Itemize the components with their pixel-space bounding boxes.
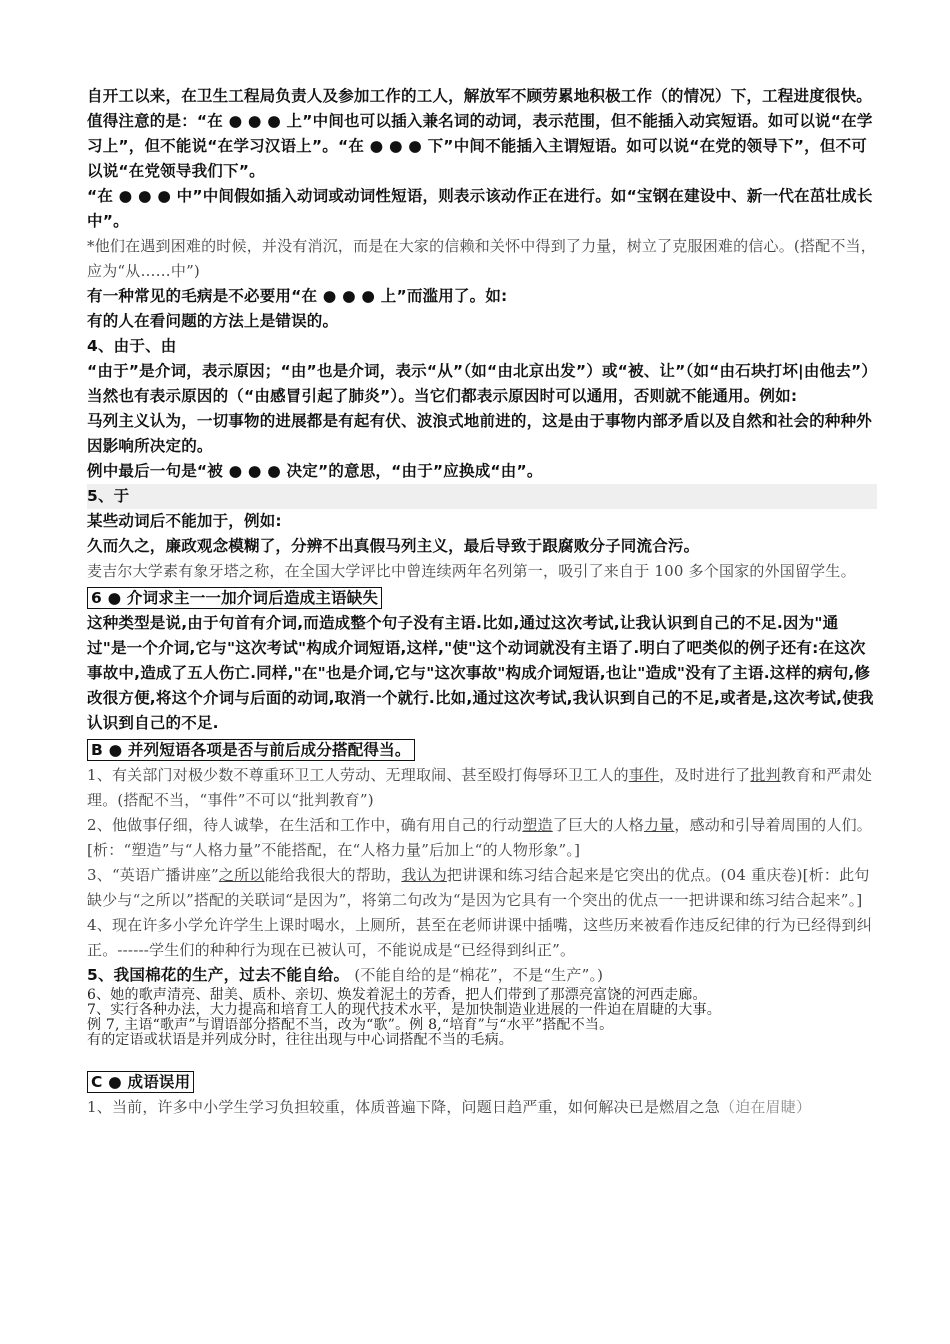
paragraph-missing-subject: 这种类型是说,由于句首有介词,而造成整个句子没有主语.比如,通过这次考试,让我认识到自己的不足.因为"通过"是一个介词,它与"这次考试"构成介词短语,这样,"使"这个动词就没有主语了.明白了吧类似的例子还有:在这次事故中,造成了五人伤亡.同样,"在"也是介词,它与"这次事故"构成介词短语,也让"造成"没有了主语.这样的病句,修改很方便,将这个介词与后面的动词,取消一个就行.比如,通过这次考试,我认识到自己的不足,或者是,这次考试,使我认识到自己的不足. xyxy=(87,614,874,732)
list-item-b6: 6、她的歌声清亮、甜美、质朴、亲切、焕发着泥土的芳香，把人们带到了那漂亮富饶的河西走廊。 xyxy=(87,987,707,1003)
list-item-b4: 4、现在许多小学允许学生上课时喝水，上厕所，甚至在老师讲课中插嘴，这些历来被看作违反纪律的行为已经得到纠正。------学生们的种种行为现在已被认可，不能说成是“已经得到纠正”。 xyxy=(87,916,872,959)
paragraph-example-method: 有的人在看问题的方法上是错误的。 xyxy=(87,312,339,330)
heading-section-6: 6 ● 介词求主一一加介词后造成主语缺失 xyxy=(87,587,382,609)
list-item-b3: 3、“英语广播讲座”之所以能给我很大的帮助，我认为把讲课和练习结合起来是它突出的优点。(04 重庆卷)[析：此句缺少与“之所以”搭配的关联词“是因为”，将第二句改为“是因为它具有一个突出的优点一一把讲课和练习结合起来”。] xyxy=(87,866,870,909)
note-examples: 例 7, 主语“歌声”与谓语部分搭配不当，改为“歌”。例 8,“培育”与“水平”搭配不当。 xyxy=(87,1017,614,1033)
paragraph-example-construction: 自开工以来，在卫生工程局负责人及参加工作的工人，解放军不顾劳累地积极工作（的情况）下，工程进度很快。 xyxy=(87,87,873,105)
note-modifiers: 有的定语或状语是并列成分时，往往出现与中心词搭配不当的毛病。 xyxy=(87,1032,513,1048)
heading-section-4: 4、由于、由 xyxy=(87,337,177,355)
paragraph-example-mcgill: 麦吉尔大学素有象牙塔之称，在全国大学评比中曾连续两年名列第一，吸引了来自于 100 多个国家的外国留学生。 xyxy=(87,562,856,580)
list-item-b5: 5、我国棉花的生产，过去不能自给。 (不能自给的是“棉花”，不是“生产”。) xyxy=(87,966,604,984)
paragraph-explanation: 例中最后一句是“被 ● ● ● 决定”的意思，“由于”应换成“由”。 xyxy=(87,462,543,480)
paragraph-example-marxism: 马列主义认为，一切事物的进展都是有起有伏、波浪式地前进的，这是由于事物内部矛盾以及自然和社会的种种外因影响所决定的。 xyxy=(87,412,873,455)
paragraph-example-corruption: 久而久之，廉政观念模糊了，分辨不出真假马列主义，最后导致于跟腐败分子同流合污。 xyxy=(87,537,700,555)
paragraph-note-zai-zhong: “在 ● ● ● 中”中间假如插入动词或动词性短语，则表示该动作正在进行。如“宝钢在建设中、新一代在茁壮成长中”。 xyxy=(87,187,873,230)
paragraph-common-error: 有一种常见的毛病是不必要用“在 ● ● ● 上”而滥用了。如: xyxy=(87,287,508,305)
heading-section-5: 5、于 xyxy=(87,484,877,509)
list-item-b1: 1、有关部门对极少数不尊重环卫工人劳动、无理取闹、甚至殴打侮辱环卫工人的事件，及时进行了批判教育和严肃处理。(搭配不当，“事件”不可以“批判教育”) xyxy=(87,766,872,809)
paragraph-youyu-you: “由于”是介词，表示原因；“由”也是介词，表示“从”（如“由北京出发”）或“被、让”（如“由石块打坏|由他去”）当然也有表示原因的（“由感冒引起了肺炎”）。当它们都表示原因时可以通用，否则就不能通用。例如: xyxy=(87,362,870,405)
list-item-c1: 1、当前，许多中小学生学习负担较重，体质普遍下降，问题日趋严重，如何解决已是燃眉之急（迫在眉睫） xyxy=(87,1098,812,1116)
list-item-b7: 7、实行各种办法，大力提高和培育工人的现代技术水平，是加快制造业进展的一件迫在眉睫的大事。 xyxy=(87,1002,721,1018)
document-page xyxy=(87,84,877,1120)
paragraph-example-difficulty: *他们在遇到困难的时候，并没有消沉，而是在大家的信赖和关怀中得到了力量，树立了克服困难的信心。(搭配不当，应为“从……中”) xyxy=(87,237,876,280)
list-item-b2: 2、他做事仔细，待人诚挚，在生活和工作中，确有用自己的行动塑造了巨大的人格力量，感动和引导着周围的人们。[析：“塑造”与“人格力量”不能搭配，在“人格力量”后加上“的人物形象”。] xyxy=(87,816,872,859)
heading-section-c: C ● 成语误用 xyxy=(87,1071,194,1093)
paragraph-note-zai-shang: 值得注意的是：“在 ● ● ● 上”中间也可以插入兼名词的动词，表示范围，但不能插入动宾短语。如可以说“在学习上”，但不能说“在学习汉语上”。“在 ● ● ● 下”中间不能插入主谓短语。如可以说“在党的领导下”，但不可以说“在党领导我们下”。 xyxy=(87,112,873,180)
heading-section-b: B ● 并列短语各项是否与前后成分搭配得当。 xyxy=(87,739,415,761)
paragraph-yu-rule: 某些动词后不能加于，例如: xyxy=(87,512,282,530)
